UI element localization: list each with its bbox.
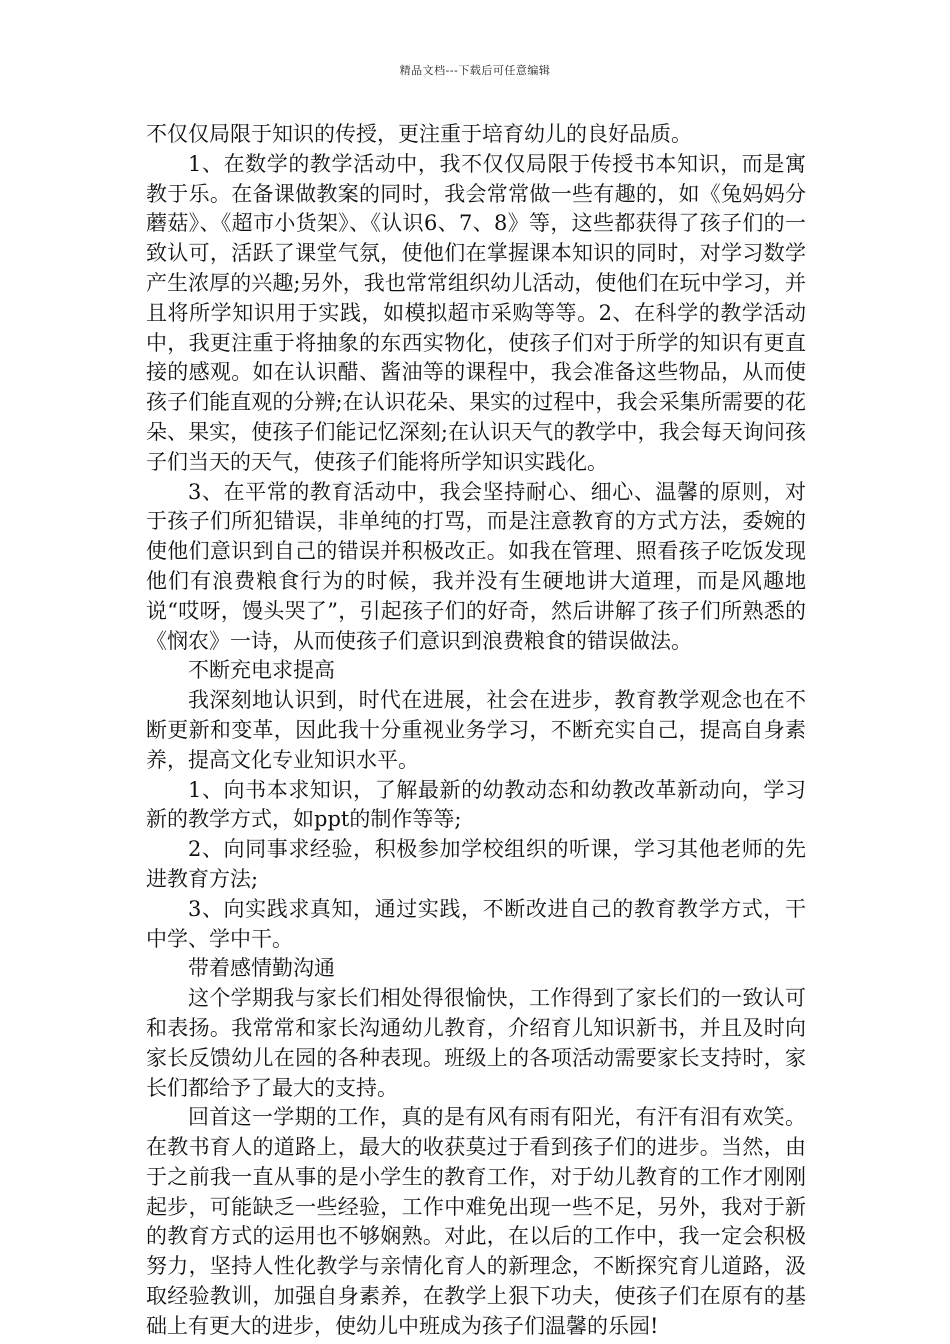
paragraph-7: 3、向实践求真知，通过实践，不断改进自己的教育教学方式，干中学、学中干。 (146, 896, 806, 951)
paragraph-2: 1、在数学的教学活动中，我不仅仅局限于传授书本知识，而是寓教于乐。在备课做教案的同时，我会常常做一些有趣的，如《兔妈妈分蘑菇》、《超市小货架》、《认识6、7、8》等，这些都获得了孩子们的一致认可，活跃了课堂气氛，使他们在掌握课本知识的同时，对学习数学产生浓厚的兴趣;另外，我也常常组织幼儿活动，使他们在玩中学习，并且将所学知识用于实践，如模拟超市采购等等。2、在科学的教学活动中，我更注重于将抽象的东西实物化，使孩子们对于所学的知识有更直接的感观。如在认识醋、酱油等的课程中，我会准备这些物品，从而使孩子们能直观的分辨;在认识花朵、果实的过程中，我会采集所需要的花朵、果实，使孩子们能记忆深刻;在认识天气的教学中，我会每天询问孩子们当天的天气，使孩子们能将所学知识实践化。 (146, 151, 806, 474)
paragraph-3: 3、在平常的教育活动中，我会坚持耐心、细心、温馨的原则，对于孩子们所犯错误，非单纯的打骂，而是注意教育的方式方法，委婉的使他们意识到自己的错误并积极改正。如我在管理、照看孩子吃饭发现他们有浪费粮食行为的时候，我并没有生硬地讲大道理，而是风趣地说“哎呀，馒头哭了”，引起孩子们的好奇，然后讲解了孩子们所熟悉的《悯农》一诗，从而使孩子们意识到浪费粮食的错误做法。 (146, 479, 806, 653)
paragraph-5: 1、向书本求知识，了解最新的幼教动态和幼教改革新动向，学习新的教学方式，如ppt的制作等等; (146, 777, 806, 832)
document-body (146, 120, 806, 1342)
paragraph-9: 回首这一学期的工作，真的是有风有雨有阳光，有汗有泪有欢笑。在教书育人的道路上，最大的收获莫过于看到孩子们的进步。当然，由于之前我一直从事的是小学生的教育工作，对于幼儿教育的工作才刚刚起步，可能缺乏一些经验，工作中难免出现一些不足，另外，我对于新的教育方式的运用也不够娴熟。对此，在以后的工作中，我一定会积极努力，坚持人性化教学与亲情化育人的新理念，不断探究育儿道路，汲取经验教训，加强自身素养，在教学上狠下功夫，使孩子们在原有的基础上有更大的进步，使幼儿中班成为孩子们温馨的乐园! (146, 1105, 806, 1338)
paragraph-8: 这个学期我与家长们相处得很愉快，工作得到了家长们的一致认可和表扬。我常常和家长沟通幼儿教育，介绍育儿知识新书，并且及时向家长反馈幼儿在园的各种表现。班级上的各项活动需要家长支持时，家长们都给予了最大的支持。 (146, 986, 806, 1100)
section-heading-1: 不断充电求提高 (188, 658, 335, 683)
section-heading-2: 带着感情勤沟通 (188, 956, 335, 981)
paragraph-4: 我深刻地认识到，时代在进展，社会在进步，教育教学观念也在不断更新和变革，因此我十分重视业务学习，不断充实自己，提高自身素养，提高文化专业知识水平。 (146, 688, 806, 772)
paragraph-6: 2、向同事求经验，积极参加学校组织的听课，学习其他老师的先进教育方法; (146, 837, 806, 891)
paragraph-1: 不仅仅局限于知识的传授，更注重于培育幼儿的良好品质。 (146, 122, 692, 146)
page-header: 精品文档---下载后可任意编辑 (399, 64, 551, 77)
